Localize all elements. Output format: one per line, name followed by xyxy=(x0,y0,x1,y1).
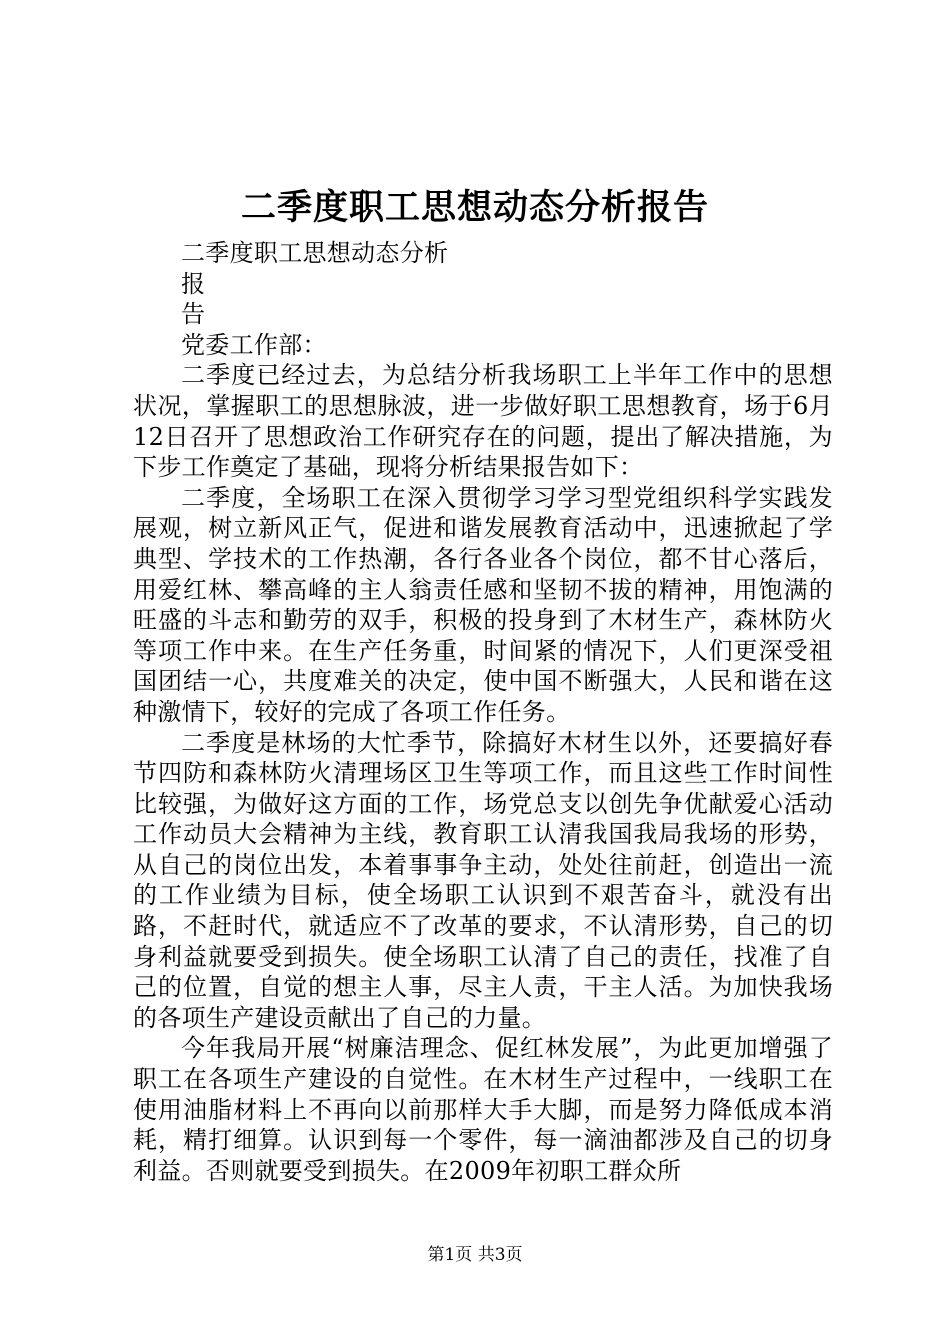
page-footer: 第1页 共3页 xyxy=(427,1245,523,1265)
subtitle-line: 告 xyxy=(181,300,206,329)
paragraph: 今年我局开展“树廉洁理念、促红林发展”，为此更加增强了职工在各项生产建设的自觉性。在木材生产过程中，一线职工在使用油脂材料上不再向以前那样大手大脚，而是努力降低成本消耗，精打细算。认识到每一个零件，每一滴油都涉及自己的切身利益。否则就要受到损失。在2009年初职工群众所 xyxy=(133,1034,833,1185)
paragraph: 二季度是林场的大忙季节，除搞好木材生以外，还要搞好春节四防和森林防火清理场区卫生等项工作，而且这些工作时间性比较强，为做好这方面的工作，场党总支以创先争优献爱心活动工作动员大会精神为主线，教育职工认清我国我局我场的形势，从自己的岗位出发，本着事事争主动，处处往前赶，创造出一流的工作业绩为目标，使全场职工认识到不艰苦奋斗，就没有出路，不赶时代，就适应不了改革的要求，不认清形势，自己的切身利益就要受到损失。使全场职工认清了自己的责任，找准了自己的位置，自觉的想主人事，尽主人责，干主人活。为加快我场的各项生产建设贡献出了自己的力量。 xyxy=(133,728,833,1032)
addressee: 党委工作部： xyxy=(181,330,327,359)
paragraph: 二季度已经过去，为总结分析我场职工上半年工作中的思想状况，掌握职工的思想脉波，进一步做好职工思想教育，场于6月12日召开了思想政治工作研究存在的问题，提出了解决措施，为下步工作奠定了基础，现将分析结果报告如下： xyxy=(133,361,833,482)
paragraph: 二季度，全场职工在深入贯彻学习学习型党组织科学实践发展观，树立新风正气，促进和谐发展教育活动中，迅速掀起了学典型、学技术的工作热潮，各行各业各个岗位，都不甘心落后，用爱红林、攀高峰的主人翁责任感和坚韧不拔的精神，用饱满的旺盛的斗志和勤劳的双手，积极的投身到了木材生产，森林防火等项工作中来。在生产任务重，时间紧的情况下，人们更深受祖国团结一心，共度难关的决定，使中国不断强大，人民和谐在这种激情下，较好的完成了各项工作任务。 xyxy=(133,483,833,726)
document-body xyxy=(133,238,833,1186)
document-title: 二季度职工思想动态分析报告 xyxy=(240,187,709,228)
subtitle-line: 二季度职工思想动态分析 xyxy=(181,239,449,267)
subtitle-line: 报 xyxy=(181,269,206,298)
